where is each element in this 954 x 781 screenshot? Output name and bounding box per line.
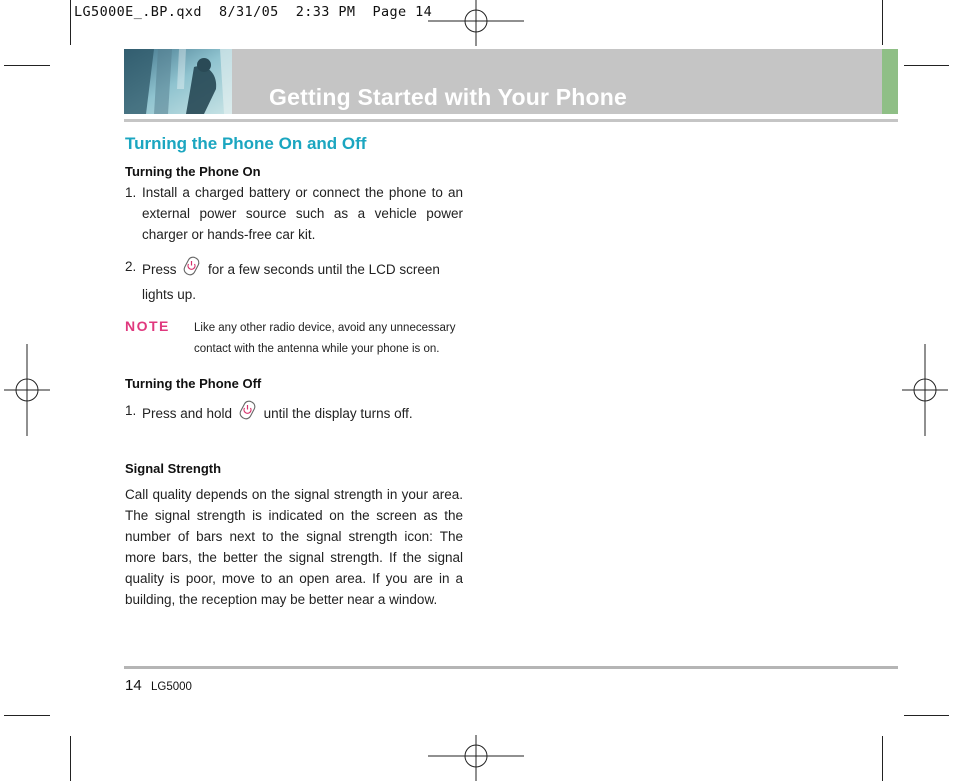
step-text-before: Press and hold	[142, 406, 233, 421]
step-number: 1.	[125, 403, 137, 418]
step-text-after: for a few seconds until the LCD screen lights up.	[142, 262, 440, 302]
subheading-turning-on: Turning the Phone On	[125, 164, 261, 179]
footer-rule	[124, 666, 898, 669]
registration-mark-left	[4, 344, 50, 436]
note-text: Like any other radio device, avoid any unnecessary contact with the antenna while your phone is on.	[194, 322, 456, 355]
step-text	[142, 400, 472, 428]
registration-mark-top	[428, 0, 524, 46]
step-text: Install a charged battery or connect the phone to an external power source such as a vehicle power charger or hands-free car kit.	[142, 185, 463, 242]
step-text	[142, 256, 466, 305]
registration-mark-bottom	[428, 735, 524, 781]
subheading-signal-strength: Signal Strength	[125, 461, 222, 476]
header-rule	[124, 119, 898, 122]
step-number: 1.	[125, 185, 137, 200]
header-accent-bar	[882, 49, 898, 114]
end-power-key-icon	[180, 256, 204, 284]
footer-model: LG5000	[151, 681, 192, 693]
printer-slug: LG5000E_.BP.qxd 8/31/05 2:33 PM Page 14	[74, 4, 433, 20]
registration-mark-right	[902, 344, 948, 436]
step-number: 2.	[125, 259, 137, 274]
page-title: Getting Started with Your Phone	[269, 84, 628, 110]
note-label: NOTE	[125, 318, 170, 334]
signal-paragraph: Call quality depends on the signal strength in your area. The signal strength is indicated on the screen as the number of bars next to the signal strength icon: The more bars, the better the signal strength. If the signal quality is poor, move to an open area. If you are in a building, the reception may be better near a window.	[125, 487, 463, 607]
step-text-after: until the display turns off.	[263, 406, 413, 421]
header-photo	[124, 49, 232, 114]
page-number: 14	[125, 677, 142, 694]
step-text-before: Press	[142, 262, 177, 277]
end-power-key-icon	[236, 400, 260, 428]
section-title: Turning the Phone On and Off	[125, 134, 367, 153]
subheading-turning-off: Turning the Phone Off	[125, 376, 262, 391]
